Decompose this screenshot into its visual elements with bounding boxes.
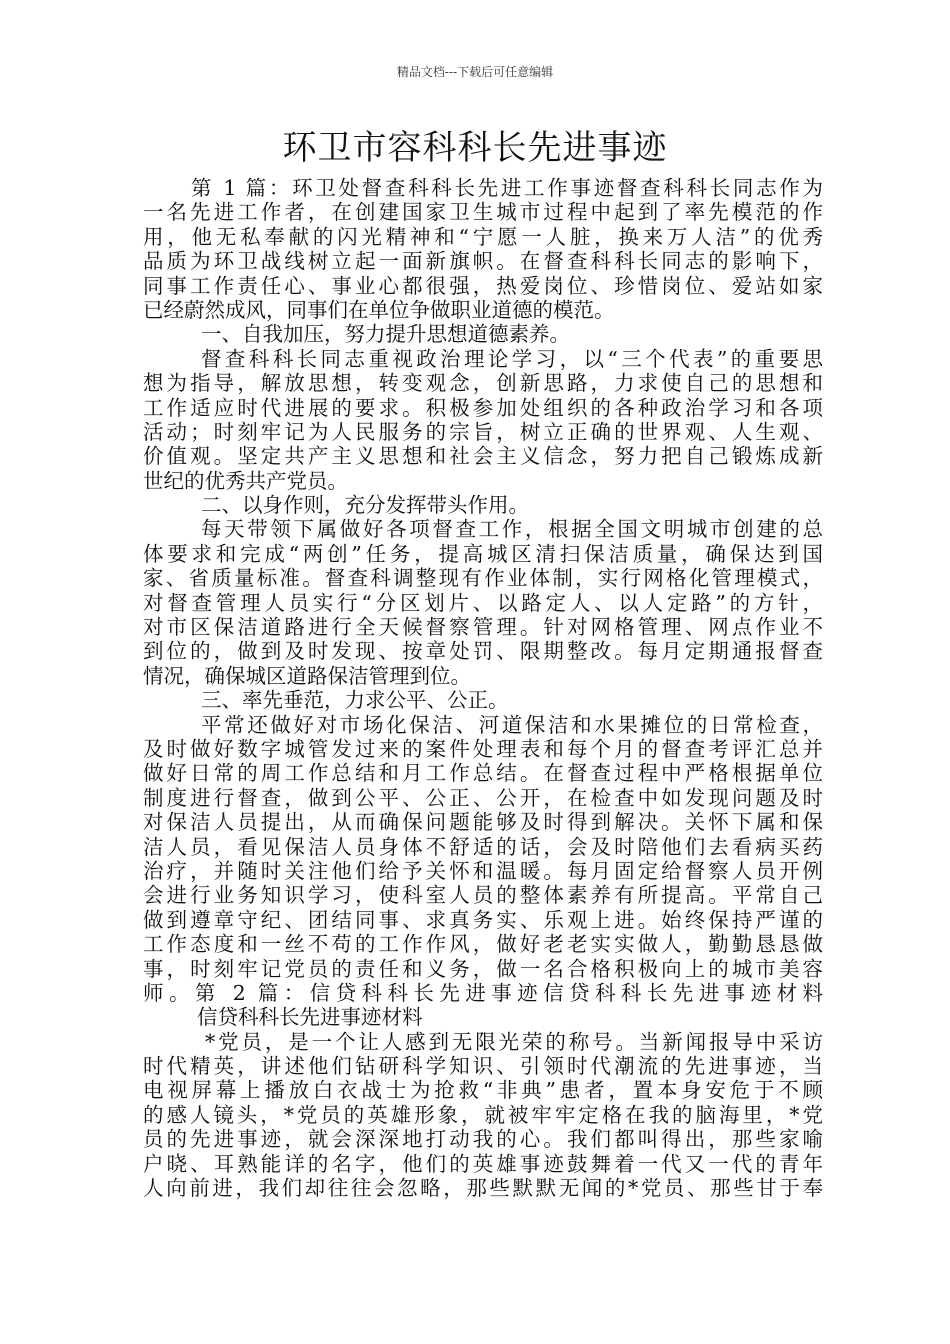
body-line: 一名先进工作者，在创建国家卫生城市过程中起到了率先模范的作 [143,200,823,225]
body-line: 工作态度和一丝不苟的工作作风，做好老老实实做人，勤勤恳恳做 [143,932,823,957]
body-line: 同事工作责任心、事业心都很强，热爱岗位、珍惜岗位、爱站如家 [143,273,823,298]
body-line: 对保洁人员提出，从而确保问题能够及时得到解决。关怀下属和保 [143,810,823,835]
body-line: 已经蔚然成风，同事们在单位争做职业道德的模范。 [143,297,615,322]
section-heading: 信贷科科长先进事迹材料 [197,1005,423,1030]
running-header: 精品文档---下载后可任意编辑 [396,65,554,79]
body-line: 人向前进，我们却往往会忽略，那些默默无闻的*党员、那些甘于奉 [143,1176,823,1201]
body-line: 体要求和完成“两创”任务，提高城区清扫保洁质量，确保达到国 [143,541,823,566]
body-line: 平常还做好对市场化保洁、河道保洁和水果摊位的日常检查， [201,712,823,737]
section-heading: 二、以身作则，充分发挥带头作用。 [201,493,529,518]
section-heading: 一、自我加压，努力提升思想道德素养。 [201,322,570,347]
document-body [143,176,823,1200]
body-line: 品质为环卫战线树立起一面新旗帜。在督查科科长同志的影响下， [143,249,823,274]
body-line: 户晓、耳熟能详的名字，他们的英雄事迹鼓舞着一代又一代的青年 [143,1151,823,1176]
body-line: 世纪的优秀共产党员。 [143,468,348,493]
body-line: 对督查管理人员实行“分区划片、以路定人、以人定路”的方针， [143,590,823,615]
body-line: 师。第 2 篇：信贷科科长先进事迹信贷科科长先进事迹材料 [143,980,823,1005]
body-line: 督查科科长同志重视政治理论学习，以“三个代表”的重要思 [201,346,823,371]
body-line: 及时做好数字城管发过来的案件处理表和每个月的督查考评汇总并 [143,736,823,761]
body-line: 事，时刻牢记党员的责任和义务，做一名合格积极向上的城市美容 [143,956,823,981]
body-line: 家、省质量标准。督查科调整现有作业体制，实行网格化管理模式， [143,566,823,591]
body-line: 每天带领下属做好各项督查工作，根据全国文明城市创建的总 [201,517,823,542]
body-line: 时代精英，讲述他们钻研科学知识、引领时代潮流的先进事迹，当 [143,1054,823,1079]
body-line: 会进行业务知识学习，使科室人员的整体素养有所提高。平常自己 [143,883,823,908]
body-line: 想为指导，解放思想，转变观念，创新思路，力求使自己的思想和 [143,371,823,396]
body-line: 第 1 篇：环卫处督查科科长先进工作事迹督查科科长同志作为 [191,176,823,200]
body-line: 治疗，并随时关注他们给予关怀和温暖。每月固定给督察人员开例 [143,858,823,883]
body-line: 工作适应时代进展的要求。积极参加处组织的各种政治学习和各项 [143,395,823,420]
body-line: 用，他无私奉献的闪光精神和“宁愿一人脏，换来万人洁”的优秀 [143,224,823,249]
body-line: 做好日常的周工作总结和月工作总结。在督查过程中严格根据单位 [143,761,823,786]
body-line: 做到遵章守纪、团结同事、求真务实、乐观上进。始终保持严谨的 [143,907,823,932]
document-title: 环卫市容科科长先进事迹 [282,128,668,168]
body-line: 到位的，做到及时发现、按章处罚、限期整改。每月定期通报督查 [143,639,823,664]
body-line: 情况，确保城区道路保洁管理到位。 [143,663,471,688]
body-line: 洁人员，看见保洁人员身体不舒适的话，会及时陪他们去看病买药 [143,834,823,859]
body-line: 员的先进事迹，就会深深地打动我的心。我们都叫得出，那些家喻 [143,1127,823,1152]
body-line: *党员，是一个让人感到无限光荣的称号。当新闻报导中采访 [205,1029,823,1054]
body-line: 活动；时刻牢记为人民服务的宗旨，树立正确的世界观、人生观、 [143,419,823,444]
body-line: 价值观。坚定共产主义思想和社会主义信念，努力把自己锻炼成新 [143,444,823,469]
body-line: 电视屏幕上播放白衣战士为抢救“非典”患者，置本身安危于不顾 [143,1078,823,1103]
body-line: 对市区保洁道路进行全天候督察管理。针对网格管理、网点作业不 [143,615,823,640]
body-line: 制度进行督查，做到公平、公正、公开，在检查中如发现问题及时 [143,785,823,810]
body-line: 的感人镜头，*党员的英雄形象，就被牢牢定格在我的脑海里，*党 [143,1102,823,1127]
section-heading: 三、率先垂范，力求公平、公正。 [201,688,509,713]
